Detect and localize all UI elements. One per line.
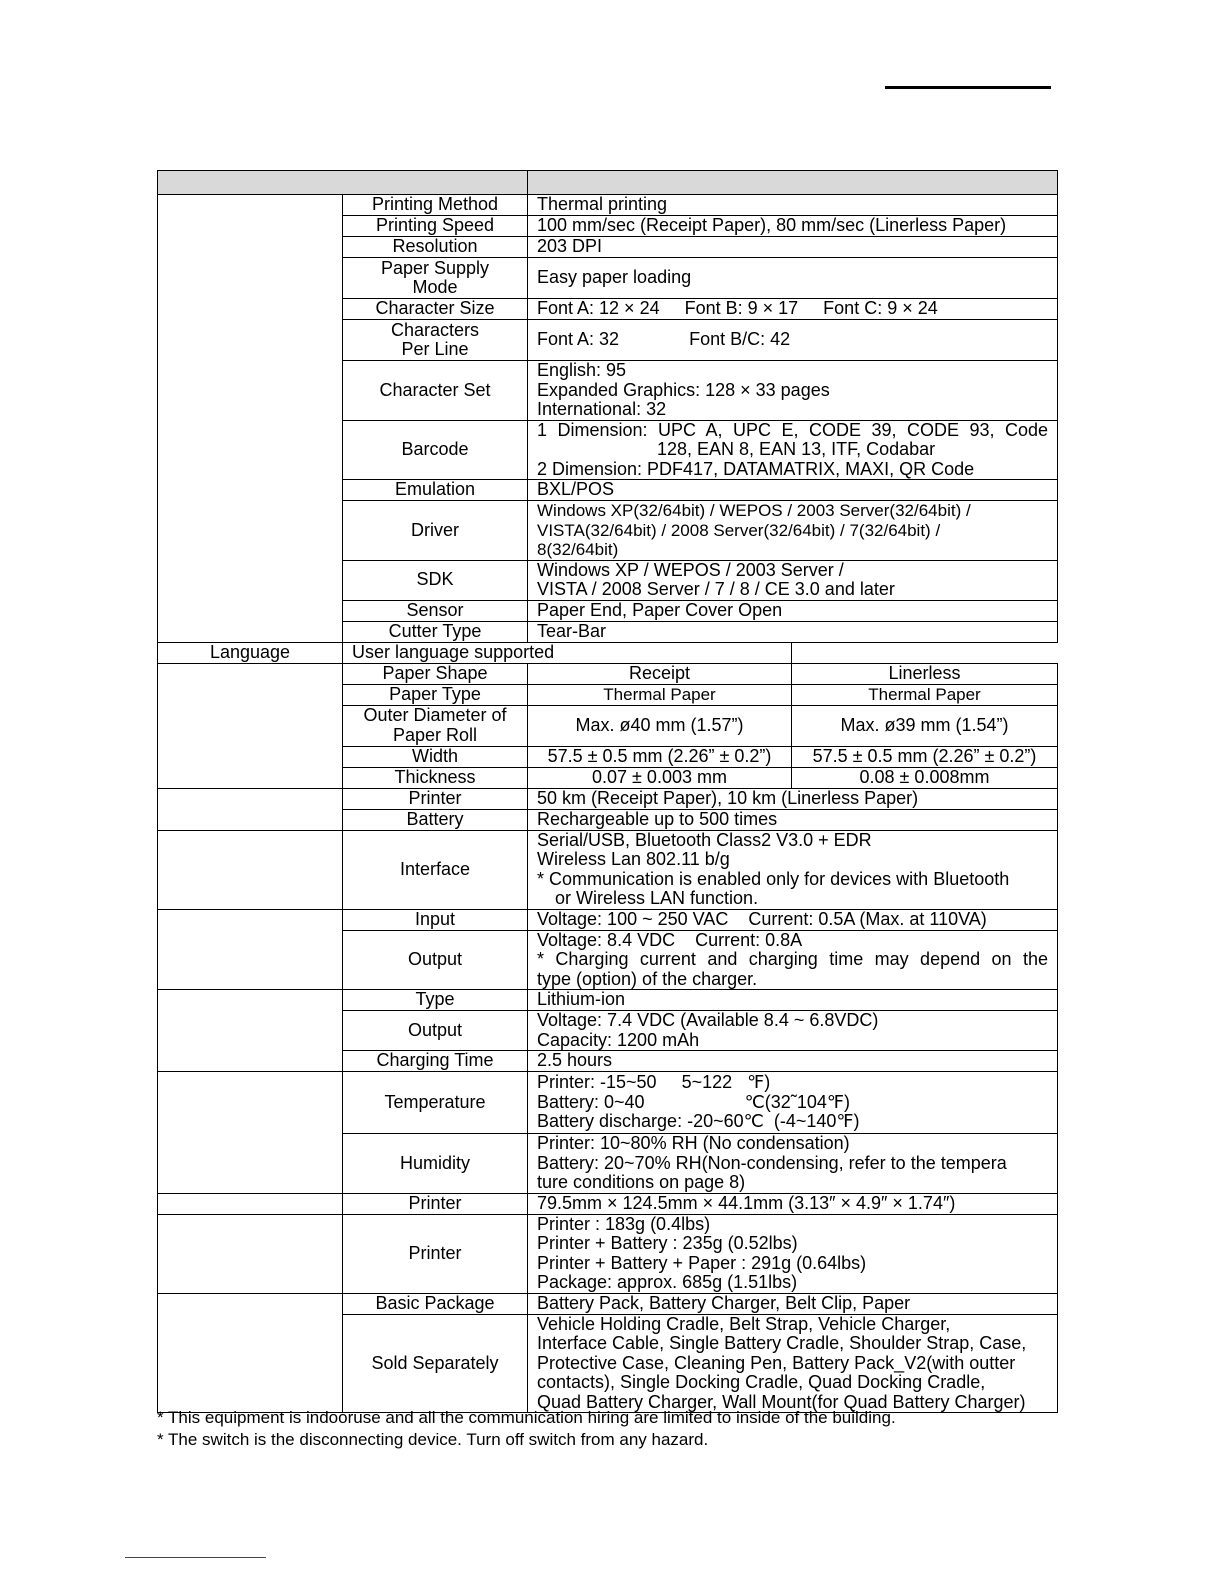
specification-table <box>157 170 1058 1413</box>
value-line: Windows XP(32/64bit) / WEPOS / 2003 Server(32/64bit) / <box>537 501 971 520</box>
value-line: Package: approx. 685g (1.51lbs) <box>537 1272 798 1292</box>
table-row <box>158 663 1058 684</box>
value-line: Voltage: 8.4 VDC Current: 0.8A <box>537 930 803 950</box>
item-basic-package: Basic Package <box>343 1293 528 1314</box>
value-line: International: 32 <box>537 399 667 419</box>
item-thickness: Thickness <box>343 767 528 788</box>
value-line: Vehicle Holding Cradle, Belt Strap, Vehicle Charger, <box>537 1314 951 1334</box>
item-resolution: Resolution <box>343 237 528 258</box>
value-line: ture conditions on page 8) <box>537 1172 746 1192</box>
value-line: Interface Cable, Single Battery Cradle, Shoulder Strap, Case, <box>537 1333 1027 1353</box>
item-paper-supply-mode <box>343 258 528 299</box>
item-sensor: Sensor <box>343 600 528 621</box>
value-characters-per-line: Font A: 32 Font B/C: 42 <box>528 320 1058 361</box>
item-interface: Interface <box>343 830 528 909</box>
value-interface <box>528 830 1058 909</box>
item-dimensions-printer: Printer <box>343 1193 528 1214</box>
item-width: Width <box>343 746 528 767</box>
value-line: contacts), Single Docking Cradle, Quad Docking Cradle, <box>537 1372 986 1392</box>
group-cell-interface <box>158 830 343 909</box>
footnote-switch: * The switch is the disconnecting device. Turn off switch from any hazard. <box>157 1430 709 1449</box>
value-line: 128, EAN 8, EAN 13, ITF, Codabar <box>657 439 936 459</box>
value-thickness-receipt: 0.07 ± 0.003 mm <box>528 767 792 788</box>
value-width-linerless: 57.5 ± 0.5 mm (2.26” ± 0.2”) <box>792 746 1058 767</box>
value-sdk <box>528 560 1058 600</box>
footnote-indoor-use: * This equipment is indooruse and all the communication hiring are limited to inside of the building. <box>157 1408 896 1427</box>
item-label-line: Mode <box>412 277 458 297</box>
table-row <box>158 788 1058 809</box>
table-row <box>158 1214 1058 1293</box>
table-row <box>158 1293 1058 1314</box>
value-cutter-type: Tear-Bar <box>528 621 1058 642</box>
item-label-line: Characters <box>390 319 480 340</box>
table-row <box>158 642 1058 663</box>
table-header-row <box>158 171 1058 195</box>
value-thickness-linerless: 0.08 ± 0.008mm <box>792 767 1058 788</box>
value-emulation: BXL/POS <box>528 480 1058 501</box>
value-character-size: Font A: 12 × 24 Font B: 9 × 17 Font C: 9 × 24 <box>528 299 1058 320</box>
item-driver: Driver <box>343 501 528 561</box>
value-charging-time: 2.5 hours <box>528 1051 1058 1072</box>
value-charger-output <box>528 930 1058 990</box>
value-humidity <box>528 1134 1058 1194</box>
value-weight-printer <box>528 1214 1058 1293</box>
value-line: * Communication is enabled only for devices with Bluetooth <box>537 868 1010 889</box>
value-sensor: Paper End, Paper Cover Open <box>528 600 1058 621</box>
value-character-set <box>528 361 1058 421</box>
item-paper-shape: Paper Shape <box>343 663 528 684</box>
footnotes <box>157 1407 896 1451</box>
item-emulation: Emulation <box>343 480 528 501</box>
item-printing-speed: Printing Speed <box>343 216 528 237</box>
value-temperature <box>528 1072 1058 1134</box>
value-line: Wireless Lan 802.11 b/g <box>537 849 730 869</box>
value-line: Battery: 0~40 ℃(32˜104℉) <box>537 1091 850 1112</box>
value-line: Printer: -15~50 5~122 ℉) <box>537 1072 771 1093</box>
item-label-line: Paper Supply <box>380 257 490 278</box>
item-outer-diameter <box>343 705 528 746</box>
value-line: 1 Dimension: UPC A, UPC E, CODE 39, CODE 93, Code <box>537 420 1048 440</box>
item-paper-type: Paper Type <box>343 684 528 705</box>
value-line: * Charging current and charging time may depend on the <box>537 949 1048 969</box>
item-characters-per-line <box>343 320 528 361</box>
item-battery-output: Output <box>343 1011 528 1051</box>
header-cell-description <box>528 171 1058 195</box>
group-cell-reliability <box>158 788 343 830</box>
group-cell-weight <box>158 1214 343 1293</box>
table-row <box>158 1072 1058 1134</box>
value-line: English: 95 <box>537 360 627 380</box>
header-cell-item <box>158 171 528 195</box>
table-row <box>158 909 1058 930</box>
item-character-size: Character Size <box>343 299 528 320</box>
item-temperature: Temperature <box>343 1072 528 1134</box>
value-line: type (option) of the charger. <box>537 968 758 989</box>
value-dimensions-printer: 79.5mm × 124.5mm × 44.1mm (3.13″ × 4.9″ × 1.74″) <box>528 1193 1058 1214</box>
footer-link-rule <box>125 1557 266 1558</box>
value-printing-speed: 100 mm/sec (Receipt Paper), 80 mm/sec (Linerless Paper) <box>528 216 1058 237</box>
value-paper-shape-receipt: Receipt <box>528 663 792 684</box>
value-line: Battery: 20~70% RH(Non-condensing, refer to the tempera <box>537 1152 1007 1173</box>
item-cutter-type: Cutter Type <box>343 621 528 642</box>
item-character-set: Character Set <box>343 361 528 421</box>
value-driver <box>528 501 1058 561</box>
item-weight-printer: Printer <box>343 1214 528 1293</box>
group-cell-charger <box>158 909 343 990</box>
item-sdk: SDK <box>343 560 528 600</box>
value-width-receipt: 57.5 ± 0.5 mm (2.26” ± 0.2”) <box>528 746 792 767</box>
value-line: Protective Case, Cleaning Pen, Battery Pack_V2(with outter <box>537 1352 1016 1373</box>
item-barcode: Barcode <box>343 420 528 480</box>
value-line: VISTA(32/64bit) / 2008 Server(32/64bit) / 7(32/64bit) / <box>537 520 941 540</box>
value-line: Serial/USB, Bluetooth Class2 V3.0 + EDR <box>537 830 872 850</box>
value-line: Printer: 10~80% RH (No condensation) <box>537 1133 850 1153</box>
value-line: Printer : 183g (0.4lbs) <box>537 1214 711 1234</box>
item-language: Language <box>158 642 343 663</box>
item-printing-method: Printing Method <box>343 195 528 216</box>
value-barcode <box>528 420 1058 480</box>
group-cell-printing <box>158 195 343 643</box>
value-printing-method: Thermal printing <box>528 195 1058 216</box>
value-reliability-battery: Rechargeable up to 500 times <box>528 809 1058 830</box>
item-charger-input: Input <box>343 909 528 930</box>
item-sold-separately: Sold Separately <box>343 1314 528 1413</box>
value-paper-supply-mode: Easy paper loading <box>528 258 1058 299</box>
value-resolution: 203 DPI <box>528 237 1058 258</box>
value-basic-package: Battery Pack, Battery Charger, Belt Clip, Paper <box>528 1293 1058 1314</box>
value-language: User language supported <box>343 642 792 663</box>
table-row <box>158 830 1058 909</box>
value-line: Printer + Battery + Paper : 291g (0.64lbs) <box>537 1252 867 1273</box>
item-humidity: Humidity <box>343 1134 528 1194</box>
value-charger-input: Voltage: 100 ~ 250 VAC Current: 0.5A (Max. at 110VA) <box>528 909 1058 930</box>
value-line: or Wireless LAN function. <box>555 888 759 908</box>
value-battery-output <box>528 1011 1058 1051</box>
item-label-line: Per Line <box>401 339 469 359</box>
value-battery-type: Lithium-ion <box>528 990 1058 1011</box>
group-cell-environment <box>158 1072 343 1194</box>
value-line: 8(32/64bit) <box>537 540 619 559</box>
value-line: Voltage: 7.4 VDC (Available 8.4 ~ 6.8VDC) <box>537 1010 879 1030</box>
value-line: Capacity: 1200 mAh <box>537 1029 700 1050</box>
item-battery-type: Type <box>343 990 528 1011</box>
value-line: Windows XP / WEPOS / 2003 Server / <box>537 560 844 580</box>
value-reliability-printer: 50 km (Receipt Paper), 10 km (Linerless Paper) <box>528 788 1058 809</box>
group-cell-battery <box>158 990 343 1072</box>
value-line: Printer + Battery : 235g (0.52lbs) <box>537 1233 798 1253</box>
table-row <box>158 195 1058 216</box>
table-row <box>158 990 1058 1011</box>
value-line: 2 Dimension: PDF417, DATAMATRIX, MAXI, QR Code <box>537 458 975 479</box>
group-cell-dimensions <box>158 1193 343 1214</box>
item-reliability-printer: Printer <box>343 788 528 809</box>
item-label-line: Outer Diameter of <box>363 705 507 725</box>
item-charger-output: Output <box>343 930 528 990</box>
group-cell-accessories <box>158 1293 343 1413</box>
value-line: Battery discharge: -20~60℃ (-4~140℉) <box>537 1111 860 1132</box>
value-outer-diameter-receipt: Max. ø40 mm (1.57”) <box>528 705 792 746</box>
value-line: Quad Battery Charger, Wall Mount(for Quad Battery Charger) <box>537 1391 1026 1412</box>
value-paper-type-linerless: Thermal Paper <box>792 684 1058 705</box>
header-rule <box>885 86 1051 89</box>
value-sold-separately <box>528 1314 1058 1413</box>
item-reliability-battery: Battery <box>343 809 528 830</box>
value-outer-diameter-linerless: Max. ø39 mm (1.54”) <box>792 705 1058 746</box>
item-charging-time: Charging Time <box>343 1051 528 1072</box>
table-row <box>158 1193 1058 1214</box>
value-line: VISTA / 2008 Server / 7 / 8 / CE 3.0 and later <box>537 579 895 599</box>
value-paper-type-receipt: Thermal Paper <box>528 684 792 705</box>
value-paper-shape-linerless: Linerless <box>792 663 1058 684</box>
group-cell-paper <box>158 663 343 788</box>
value-line: Expanded Graphics: 128 × 33 pages <box>537 379 830 400</box>
item-label-line: Paper Roll <box>392 724 478 745</box>
